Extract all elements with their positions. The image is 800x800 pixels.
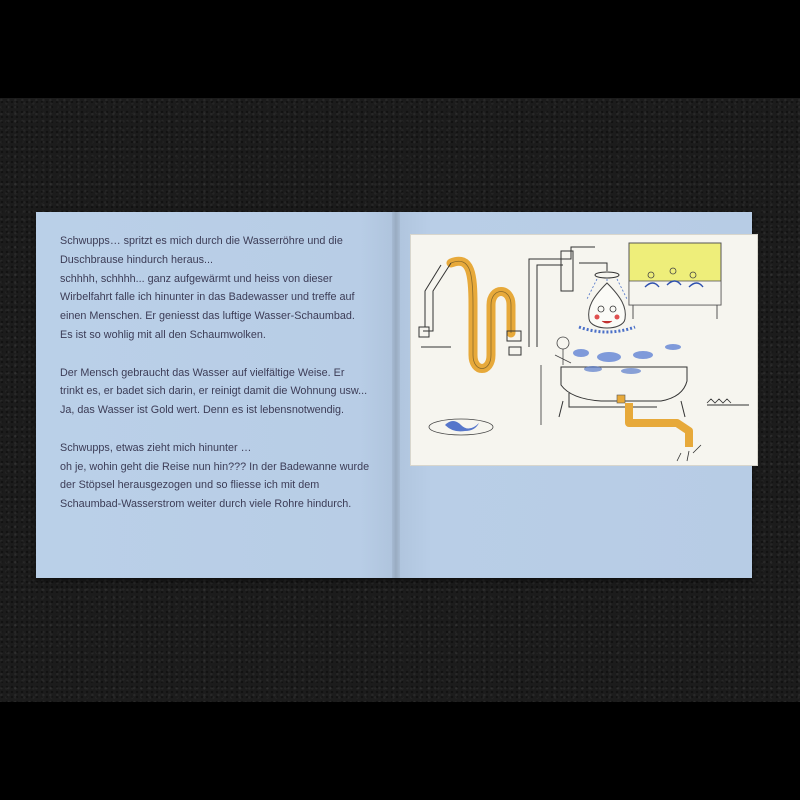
- text-line: Schaumbad-Wasserstrom weiter durch viele Rohre hindurch.: [60, 498, 352, 511]
- text-line: der Stöpsel herausgezogen und so fliesse ich mit dem: [60, 479, 320, 492]
- open-booklet: [36, 212, 752, 578]
- paragraph-3: [60, 439, 380, 514]
- text-line: Wirbelfahrt falle ich hinunter in das Badewasser und treffe auf: [60, 291, 355, 304]
- window-scene: [629, 243, 721, 319]
- text-line: Schwupps, etwas zieht mich hinunter …: [60, 441, 252, 454]
- water-drop-character: [579, 283, 635, 332]
- paragraph-2: [60, 364, 380, 420]
- text-line: Ja, das Wasser ist Gold wert. Denn es ist lebensnotwendig.: [60, 404, 345, 417]
- bathroom-drawing-icon: [411, 235, 757, 465]
- text-line: Es ist so wohlig mit all den Schaumwolken.: [60, 328, 266, 341]
- paragraph-1: [60, 232, 380, 345]
- left-page: [36, 212, 396, 578]
- text-line: Duschbrause hindurch heraus...: [60, 253, 214, 266]
- text-line: trinkt es, er badet sich darin, er reinigt damit die Wohnung usw...: [60, 385, 368, 398]
- water-puddle: [429, 419, 493, 435]
- drain-pipe: [629, 399, 749, 461]
- text-line: oh je, wohin geht die Reise nun hin??? In der Badewanne wurde: [60, 460, 370, 473]
- text-line: Der Mensch gebraucht das Wasser auf vielfältige Weise. Er: [60, 366, 345, 379]
- bathroom-illustration: [410, 234, 758, 466]
- orange-pipe: [419, 261, 521, 368]
- text-line: Schwupps… spritzt es mich durch die Wasserröhre und die: [60, 235, 343, 247]
- booklet-spine: [392, 212, 400, 578]
- text-line: einen Menschen. Er geniesst das luftige Wasser-Schaumbad.: [60, 310, 355, 323]
- bathtub: [555, 337, 687, 417]
- story-text: [60, 232, 380, 533]
- text-line: schhhh, schhhh... ganz aufgewärmt und heiss von dieser: [60, 272, 333, 285]
